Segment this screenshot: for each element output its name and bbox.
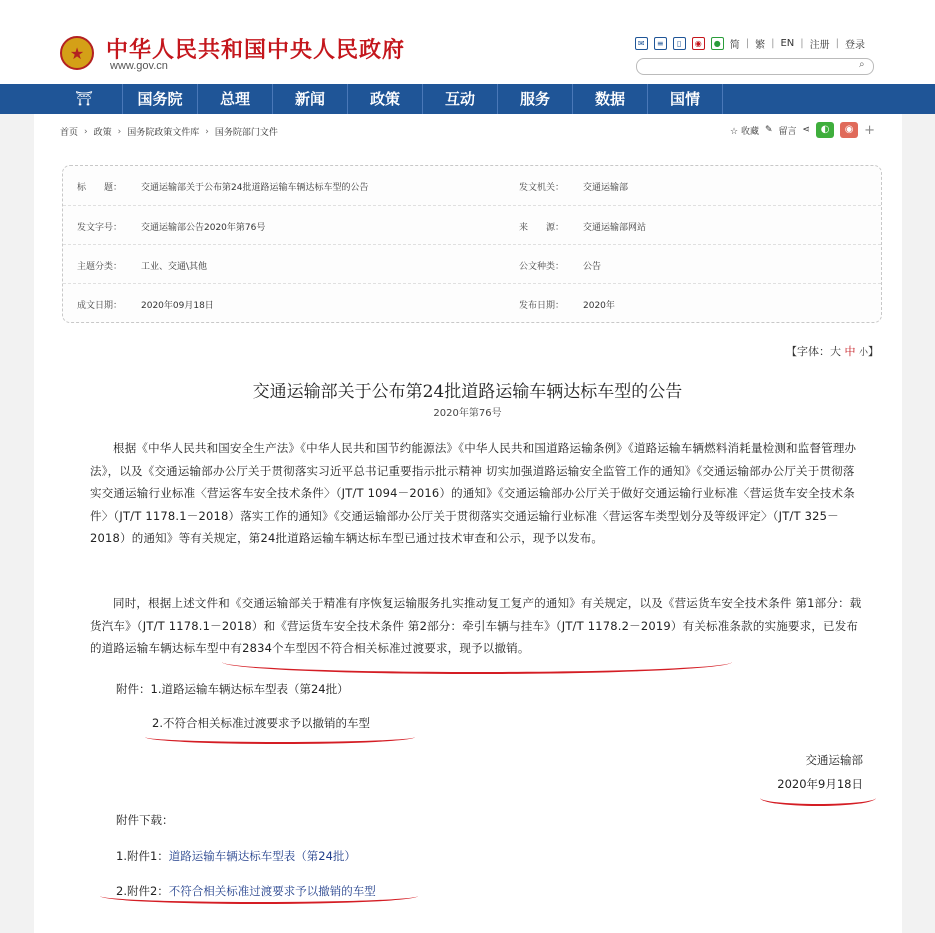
more-share-icon[interactable]: + <box>864 122 875 138</box>
document-metadata <box>62 165 882 323</box>
sign-date: 2020年9月18日 <box>777 777 863 791</box>
meta-docnum-value: 交通运输部公告2020年第76号 <box>141 223 266 233</box>
meta-issuer-value: 交通运输部 <box>583 183 629 193</box>
search-icon[interactable]: ⌕ <box>859 59 865 70</box>
link-register[interactable]: 注册 <box>809 40 830 51</box>
download-title: 附件下载： <box>116 813 174 827</box>
site-title[interactable]: 中华人民共和国中央人民政府 <box>106 37 406 63</box>
nav-item-data[interactable]: 数据 <box>572 84 647 114</box>
nav-item-national-info[interactable]: 国情 <box>647 84 723 114</box>
font-size-selector: 【字体：大 中 小】 <box>785 345 879 358</box>
chevron-right-icon: › <box>205 126 209 137</box>
download-link-1[interactable]: 道路运输车辆达标车型表（第24批） <box>168 849 356 863</box>
breadcrumb-policy[interactable]: 政策 <box>93 128 112 138</box>
link-traditional[interactable]: 繁 <box>755 40 766 51</box>
breadcrumb-home[interactable]: 首页 <box>60 128 79 138</box>
main-nav <box>0 84 935 114</box>
download-link-2[interactable]: 不符合相关标准过渡要求予以撤销的车型 <box>168 884 376 898</box>
page-title: 交通运输部关于公布第24批道路运输车辆达标车型的公告 <box>252 382 683 402</box>
collect-button[interactable]: ☆ 收藏 <box>730 126 759 137</box>
pencil-icon: ✎ <box>764 125 773 135</box>
breadcrumb <box>60 125 278 138</box>
meta-title-value: 交通运输部关于公布第24批道路运输车辆达标车型的公告 <box>141 183 369 193</box>
breadcrumb-department-docs[interactable]: 国务院部门文件 <box>214 128 278 138</box>
nav-item-news[interactable]: 新闻 <box>272 84 347 114</box>
link-simplified[interactable]: 简 <box>729 40 740 51</box>
link-login[interactable]: 登录 <box>845 40 865 51</box>
meta-source-value: 交通运输部网站 <box>583 223 647 233</box>
breadcrumb-policy-library[interactable]: 国务院政策文件库 <box>127 128 200 138</box>
chevron-right-icon: › <box>117 126 122 137</box>
meta-row: 发文字号： 交通运输部公告2020年第76号 来 源： 交通运输部网站 <box>63 205 881 245</box>
font-small-button[interactable]: 小 <box>858 348 868 358</box>
meta-written-date-value: 2020年09月18日 <box>141 301 214 311</box>
nav-item-services[interactable]: 服务 <box>497 84 572 114</box>
meta-row: 主题分类： 工业、交通\其他 公文种类： 公告 <box>63 244 881 284</box>
nav-item-policy[interactable]: 政策 <box>347 84 422 114</box>
meta-type-value: 公告 <box>583 262 602 272</box>
link-english[interactable]: EN <box>780 38 795 49</box>
tiananmen-icon[interactable]: ⛩ <box>75 91 93 107</box>
site-url: www.gov.cn <box>110 60 168 72</box>
wechat-share-icon[interactable]: ◐ <box>816 122 834 138</box>
font-medium-button[interactable]: 中 <box>844 345 856 358</box>
weibo-icon[interactable]: ◉ <box>692 37 705 50</box>
meta-category-value: 工业、交通\其他 <box>141 262 208 272</box>
comment-button[interactable]: 留言 <box>778 126 797 137</box>
attachment-1: 附件：1.道路运输车辆达标车型表（第24批） <box>116 682 349 696</box>
meta-row: 标 题： 交通运输部关于公布第24批道路运输车辆达标车型的公告 发文机关： 交通运输部 <box>63 166 881 205</box>
message-icon[interactable]: ≡ <box>654 37 667 50</box>
red-underline-annotation <box>145 730 415 744</box>
search-input[interactable] <box>636 58 874 75</box>
download-item-1: 1.附件1：道路运输车辆达标车型表（第24批） <box>116 849 356 863</box>
meta-row: 成文日期： 2020年09月18日 发布日期： 2020年 <box>63 283 881 323</box>
red-underline-annotation <box>100 888 418 904</box>
meta-publish-date-value: 2020年 <box>583 301 615 311</box>
body-paragraph-2: 同时，根据上述文件和《交通运输部关于精准有序恢复运输服务扎实推动复工复产的通知》有关规定，以及《营运货车安全技术条件 第1部分：载货汽车》（JT/T 1178.1－2018）和《营运货车安全技术条件 第2部分：牵引车辆与挂车》（JT/T 1178.2－2019）有关标准条款的实施要求，已发布的道路运输车辆达标车型中有2834个车型因不符合相关标准过渡要求，现予以撤销。 <box>90 596 862 655</box>
nav-item-premier[interactable]: 总理 <box>197 84 272 114</box>
share-bar <box>730 122 875 138</box>
mobile-icon[interactable]: ▯ <box>673 37 686 50</box>
nav-item-interaction[interactable]: 互动 <box>422 84 497 114</box>
site-header <box>0 0 935 84</box>
red-underline-annotation <box>222 650 732 674</box>
share-icon[interactable]: ⋖ <box>802 125 811 135</box>
chevron-right-icon: › <box>84 126 88 137</box>
red-underline-annotation <box>760 790 876 806</box>
mail-icon[interactable]: ✉ <box>635 37 648 50</box>
nav-item-state-council[interactable]: 国务院 <box>122 84 197 114</box>
national-emblem-icon[interactable]: ★ <box>60 36 94 70</box>
top-links: ✉ ≡ ▯ ◉ ● 简 | 繁 | EN | 注册 | 登录 <box>635 36 865 51</box>
wechat-icon[interactable]: ● <box>711 37 724 50</box>
signer: 交通运输部 <box>805 753 863 767</box>
body-paragraph-1: 根据《中华人民共和国安全生产法》《中华人民共和国节约能源法》《中华人民共和国道路运输条例》《道路运输车辆燃料消耗量检测和监督管理办法》，以及《交通运输部办公厅关于贯彻落实习近平总书记重要指示批示精神 切实加强道路运输安全监管工作的通知》《交通运输部办公厅关于贯彻落实交通运输行业标准〈营运客车安全技术条件〉（JT/T 1094－2016）的通知》《交通运输部办公厅关于做好交通运输行业标准〈营运货车安全技术条件〉（JT/T 1178.1－2018）落实工作的通知》《交通运输部办公厅关于贯彻落实交通运输行业标准〈营运客车类型划分及等级评定〉（JT/T 325－2018）的通知》等有关规定，第24批道路运输车辆达标车型已通过技术审查和公示，现予以发布。 <box>90 441 857 545</box>
weibo-share-icon[interactable]: ◉ <box>840 122 858 138</box>
download-item-2: 2.附件2：不符合相关标准过渡要求予以撤销的车型 <box>116 884 376 898</box>
attachment-2: 2.不符合相关标准过渡要求予以撤销的车型 <box>152 716 370 730</box>
font-large-button[interactable]: 大 <box>829 345 841 358</box>
document-number: 2020年第76号 <box>433 408 502 419</box>
